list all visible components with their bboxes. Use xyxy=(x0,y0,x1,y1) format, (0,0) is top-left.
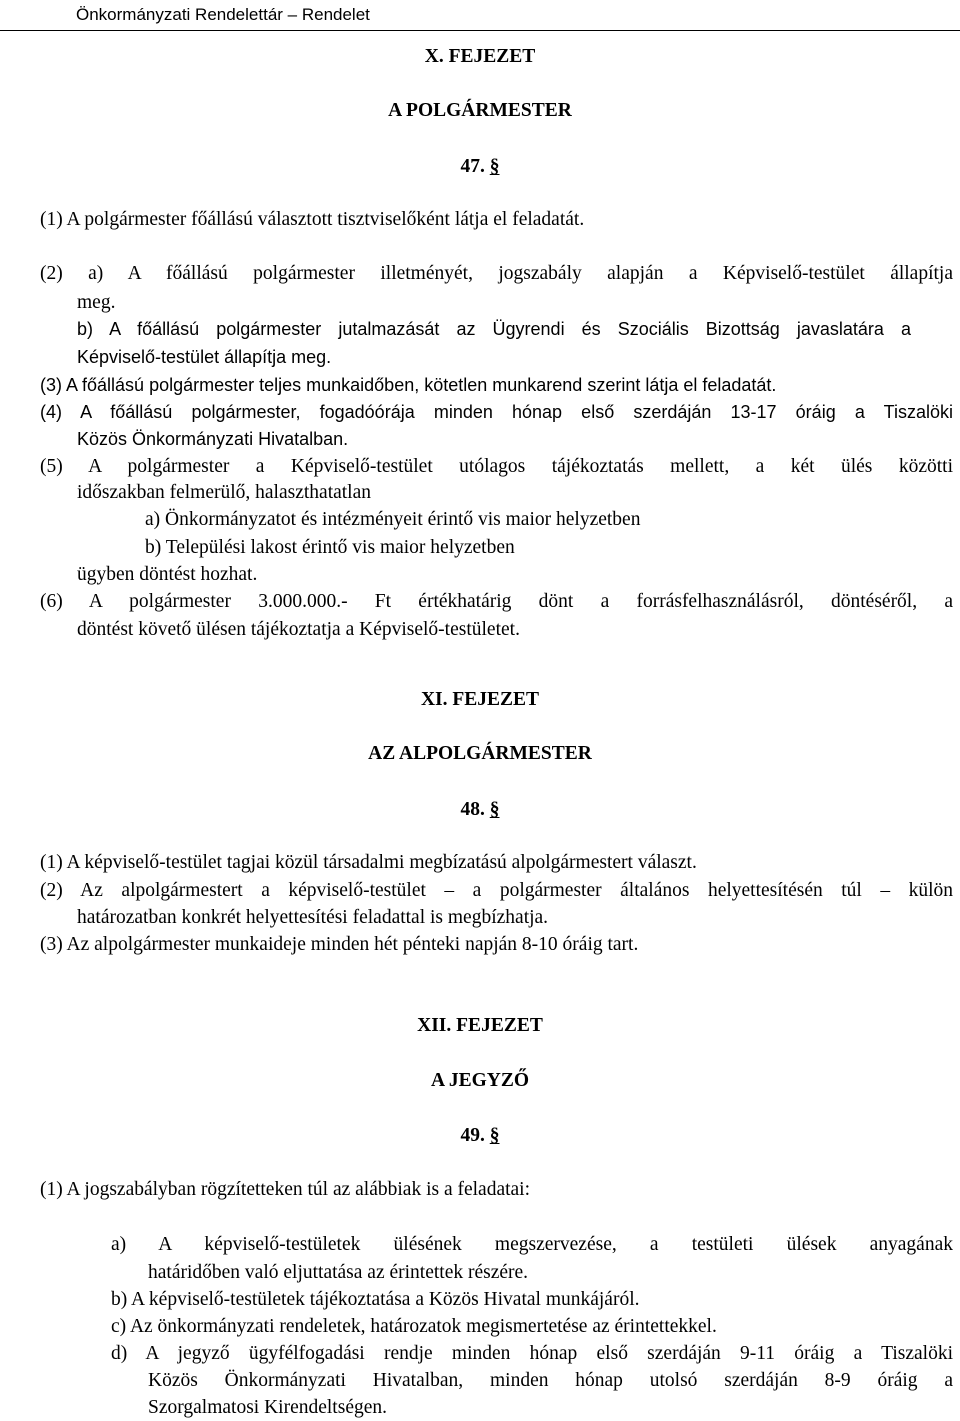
s49-item-c: c) Az önkormányzati rendeletek, határozatok megismertetése az érintettekkel. xyxy=(111,1316,717,1337)
section-sign-icon: § xyxy=(489,156,500,177)
s47-para-5-item-a: a) Önkormányzatot és intézményeit érintő vis maior helyzetben xyxy=(145,509,641,530)
s49-item-d-line-3: Szorgalmatosi Kirendeltségen. xyxy=(148,1397,387,1418)
page-header xyxy=(0,0,960,31)
s49-para-1: (1) A jogszabályban rögzítetteken túl az alábbiak is a feladatai: xyxy=(40,1179,531,1200)
section-47-number: 47. xyxy=(460,156,485,177)
section-47-heading xyxy=(0,155,960,179)
chapter-xii-heading: XII. FEJEZET xyxy=(417,1015,543,1036)
s49-item-b: b) A képviselő-testületek tájékoztatása a Közös Hivatal munkájáról. xyxy=(111,1289,640,1310)
chapter-xii-title: A JEGYZŐ xyxy=(430,1070,530,1091)
s47-para-4-line-2: Közös Önkormányzati Hivatalban. xyxy=(77,429,349,449)
section-48-number: 48. xyxy=(460,799,485,820)
s49-item-a-line-2: határidőben való eljuttatása az érintettek részére. xyxy=(148,1262,529,1283)
s47-para-5-line-1: (5) A polgármester a Képviselő-testület utólagos tájékoztatás mellett, a két ülés közötti xyxy=(40,456,953,477)
chapter-xi-title: AZ ALPOLGÁRMESTER xyxy=(368,743,592,764)
s49-item-a-line-1: a) A képviselő-testületek ülésének megszervezése, a testületi ülések anyagának xyxy=(111,1234,953,1255)
s47-para-5-item-b: b) Települési lakost érintő vis maior helyzetben xyxy=(145,537,515,558)
s48-para-3: (3) Az alpolgármester munkaideje minden hét pénteki napján 8-10 óráig tart. xyxy=(40,934,639,955)
section-sign-icon: § xyxy=(489,799,500,820)
section-49-number: 49. xyxy=(460,1125,485,1146)
s49-item-d-line-2: Közös Önkormányzati Hivatalban, minden hónap utolsó szerdáján 8-9 óráig a xyxy=(148,1370,953,1391)
chapter-x-title: A POLGÁRMESTER xyxy=(388,100,572,121)
s48-para-2-line-2: határozatban konkrét helyettesítési feladattal is megbízhatja. xyxy=(77,907,549,928)
s49-item-d-line-1: d) A jegyző ügyfélfogadási rendje minden hónap első szerdáján 9-11 óráig a Tiszalöki xyxy=(111,1343,953,1364)
s47-para-1: (1) A polgármester főállású választott tisztviselőként látja el feladatát. xyxy=(40,209,585,230)
s47-para-5-end: ügyben döntést hozhat. xyxy=(77,564,258,585)
section-49-heading xyxy=(0,1124,960,1148)
s47-para-4-line-1: (4) A főállású polgármester, fogadóórája minden hónap első szerdáján 13-17 óráig a Tiszalöki xyxy=(40,402,953,422)
chapter-xi-heading: XI. FEJEZET xyxy=(420,689,540,710)
s47-para-2a-line-1: (2) a) A főállású polgármester illetményét, jogszabály alapján a Képviselő-testület állapítja xyxy=(40,263,953,284)
s47-para-6-line-2: döntést követő ülésen tájékoztatja a Képviselő-testületet. xyxy=(77,619,520,640)
s47-para-2b-line-1: b) A főállású polgármester jutalmazását az Ügyrendi és Szociális Bizottság javaslatára a xyxy=(77,319,911,339)
header-title: Önkormányzati Rendelettár – Rendelet xyxy=(76,5,370,24)
chapter-x-heading: X. FEJEZET xyxy=(424,46,536,67)
s47-para-2b-line-2: Képviselő-testület állapítja meg. xyxy=(77,347,332,367)
s47-para-6-line-1: (6) A polgármester 3.000.000.- Ft értékhatárig dönt a forrásfelhasználásról, döntéséről, a xyxy=(40,591,953,612)
s48-para-1: (1) A képviselő-testület tagjai közül társadalmi megbízatású alpolgármestert választ. xyxy=(40,852,697,873)
s47-para-5-line-2: időszakban felmerülő, halaszthatatlan xyxy=(77,482,372,503)
s47-para-2a-line-2: meg. xyxy=(77,292,116,313)
s48-para-2-line-1: (2) Az alpolgármestert a képviselő-testület – a polgármester általános helyettesítésén túl – külön xyxy=(40,880,953,901)
section-48-heading xyxy=(0,798,960,822)
s47-para-3: (3) A főállású polgármester teljes munkaidőben, kötetlen munkarend szerint látja el feladatát. xyxy=(40,375,777,395)
section-sign-icon: § xyxy=(489,1125,500,1146)
